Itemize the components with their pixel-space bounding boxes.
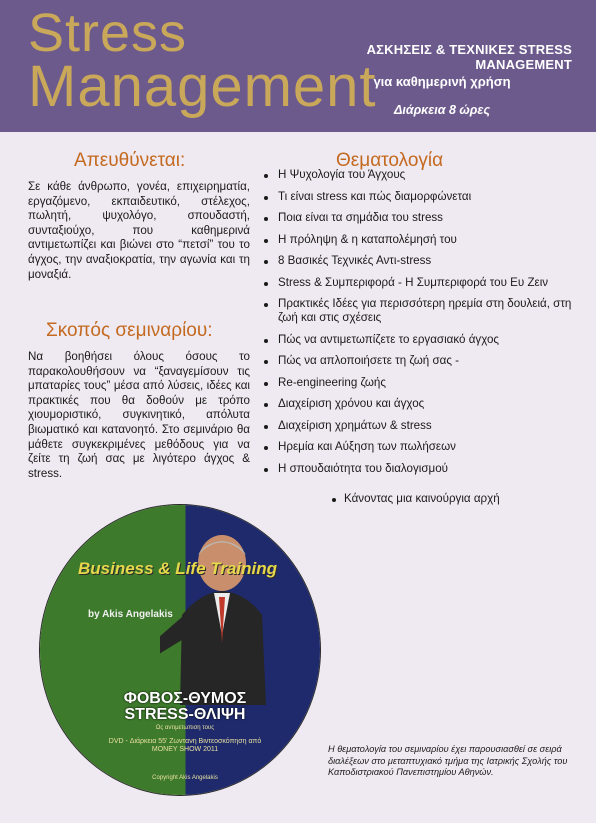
topic-item: Πρακτικές Ιδέες για περισσότερη ηρεμία στη δουλειά, στη ζωή και στις σχέσεις: [262, 297, 582, 325]
topic-item: Re-engineering ζωής: [262, 376, 582, 390]
dvd-author: by Akis Angelakis: [88, 609, 173, 620]
topic-item: Stress & Συμπεριφορά - Η Συμπεριφορά του Ευ Ζειν: [262, 276, 582, 290]
dvd-cover: [40, 505, 320, 795]
speaker-photo: [160, 525, 280, 705]
duration-label: Διάρκεια 8 ώρες: [394, 103, 490, 117]
subtitle-line-2: για καθημερινή χρήση: [373, 74, 511, 89]
dvd-info: DVD - Διάρκεια 55' Ζωντανη Βιντεοσκόπηση από MONEY SHOW 2011: [108, 738, 262, 753]
audience-text: Σε κάθε άνθρωπο, γονέα, επιχειρηματία, εργαζόμενο, εκπαιδευτικό, στέλεχος, πωλητή, ψυχολόγο, σπουδαστή, συνταξιούχο, που καθημερινά αντιμετωπίζει και βιώνει στο “πετσί” του το άγχος, την αναξιοκρατία, την αγωνία και τη μοναξιά.: [28, 180, 250, 281]
topic-item: Διαχείριση χρόνου και άγχος: [262, 397, 582, 411]
subtitle-line-1: ΑΣΚΗΣΕΙΣ & ΤΕΧΝΙΚΕΣ STRESS MANAGEMENT: [366, 42, 572, 72]
topic-item: Η πρόληψη & η καταπολέμησή του: [262, 233, 582, 247]
topic-item: Πώς να απλοποιήσετε τη ζωή σας -: [262, 354, 582, 368]
footnote: Η θεματολογία του σεμιναρίου έχει παρουσιασθεί σε σειρά διαλέξεων στο μεταπτυχιακό τμήμα της Ιατρικής Σχολής του Καποδιστριακού Πανεπιστημίου Αθηνών.: [328, 744, 568, 777]
dvd-copyright: Copyright Akis Angelakis: [152, 775, 218, 781]
header-banner: [0, 0, 596, 132]
topic-item: Τι είναι stress και πώς διαμορφώνεται: [262, 190, 582, 204]
topic-item: Ηρεμία και Αύξηση των πωλήσεων: [262, 440, 582, 454]
header-subtitle: [272, 42, 572, 117]
audience-title: Απευθύνεται:: [74, 150, 186, 171]
purpose-text: Να βοηθήσει όλους όσους το παρακολουθήσουν να “ξαναγεμίσουν τις μπαταρίες τους” μέσα από λύσεις, ιδέες και πρακτικές που θα δοθούν με τρόπο χιουμοριστικό, συγκινητικό, απόλυτα βιωματικό και κατανοητό. Στο σεμινάριο θα μάθετε συγκεκριμένες μεθόδους για να ζείτε τη ζωή σας με λιγότερο άγχος & stress.: [28, 350, 250, 480]
brand-line-2: Management: [28, 54, 377, 119]
dvd-tagline: Ως αντιμετωπιση τους: [155, 725, 215, 731]
topics-list: [262, 168, 582, 483]
dvd-title: Business & Life Training: [78, 559, 278, 578]
topic-item: Πώς να αντιμετωπίζετε το εργασιακό άγχος: [262, 333, 582, 347]
topic-sub-item: Κάνοντας μια καινούργια αρχή: [330, 492, 500, 505]
brand-line-1: Stress: [28, 3, 188, 63]
topic-item: Διαχείριση χρημάτων & stress: [262, 419, 582, 433]
topic-item: Ποια είναι τα σημάδια του stress: [262, 211, 582, 225]
topic-item: Η Ψυχολογία του Άγχους: [262, 168, 582, 182]
topic-item: Η σπουδαιότητα του διαλογισμού: [262, 462, 582, 476]
topic-item: 8 Βασικές Τεχνικές Αντι-stress: [262, 254, 582, 268]
topics-title: Θεματολογία: [336, 150, 444, 171]
dvd-main-title: ΦΟΒΟΣ-ΘΥΜΟΣ STRESS-ΘΛΙΨΗ: [123, 690, 247, 723]
purpose-title: Σκοπός σεμιναρίου:: [46, 320, 213, 341]
dvd-disc: [40, 505, 320, 795]
